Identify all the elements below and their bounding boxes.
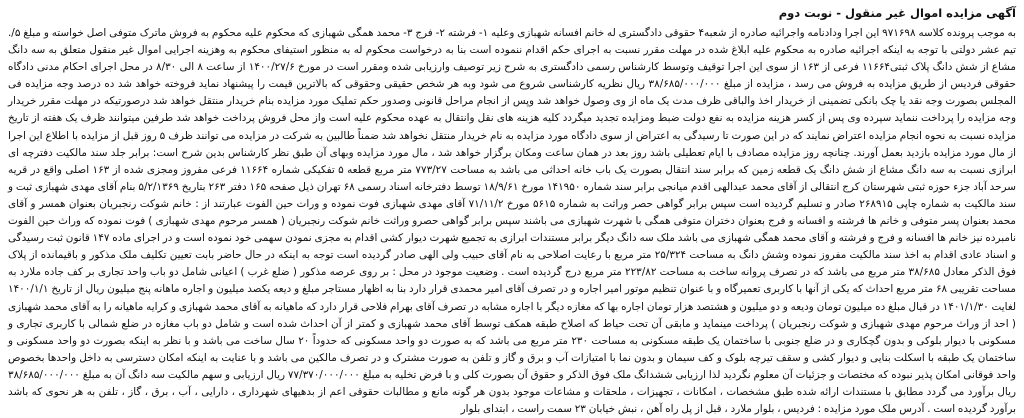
notice-body: به موجب پرونده کلاسه ۹۷۱۶۹۸ این اجرا ودادنامه واجرائیه صادره از شعبه۴ حقوقی دادگستری له خانم افسانه شهبازی وعلیه ۱- فرشته ۲- فرج ۳- محمد همگی شهبازی که محکوم علیه محکوم به فروش ماترک متوفی اصل خواسته و مبلغ ۵/. تیم عشر دولتی با توجه به اینکه اجرائیه صادره به محکوم علیه ابلاغ شده در مهلت مقرر نسبت به اجرای حکم اقدام ننموده است بنا به درخواست محکوم له به منظور استیفای محکوم به وهزینه اجرایی اموال غیر منقول متعلق به سه دانگ مشاع از شش دانگ پلاک ثبتی۱۱۶۶۴ فرعی از ۱۶۳ از سوی این اجرا توقیف وتوسط کارشناس رسمی دادگستری به شرح زیر توصیف وارزیابی شده ومقرر است در مورخ ۱۴۰۰/۲۷/۶ از ساعت ۸ الی ۸/۳۰ در محل اجرای احکام مدنی دادگاه حقوقی فردیس از طریق مزایده به فروش می رسد ، مزایده از مبلغ ۳۸/۶۸۵/۰۰۰/۰۰۰ ریال نظریه کارشناسی شروع می شود وبه هر شخص حقیقی وحقوقی که بالاترین قیمت را پیشنهاد نماید فروخته خواهد شد ده درصد وجه مزایده فی المجلس بصورت وجه نقد یا چک بانکی تضمینی از خریدار اخذ والباقی ظرف مدت یک ماه از وی وصول خواهد شد وپس از انجام مراحل قانونی وصدور حکم تملیک مورد مزایده بنام خریدار منتقل خواهد شد درصورتیکه در مهلت مقرر خریدار وجه مزایده را پرداخت ننماید سپرده وی پس از کسر هزینه مزایده به نفع دولت ضبط ومزایده تجدید میگردد کلیه هزینه های نقل وانتقال به عهده محکوم علیه است واز محل فروش پرداخت خواهد شد طرفین میتوانند ظرف یک هفته از تاریخ مزایده نسبت به نحوه انجام مزایده اعتراض نمایند که در این صورت تا رسیدگی به اعتراض از سوی دادگاه مورد مزایده به نام خریدار منتقل نخواهد شد ضمناً طالبین به شرکت در مزایده می توانند ظرف ۵ روز قبل از مزایده با اطلاع این اجرا از مال مورد مزایده بازدید بعمل آورند. چنانچه روز مزایده مصادف با ایام تعطیلی باشد روز بعد در همان ساعت ومکان برگزار خواهد شد ، مال مورد مزایده وبهای آن طبق نظر کارشناس بدین شرح است: برابر جلد سند مالکیت دفترچه ای ابرازی نسبت به سه دانگ مشاع از شش دانگ یک قطعه زمین که برابر سند انتقال بصورت یک باب خانه احداثی می باشد به مساحت ۷۷۳/۲۷ متر مربع قطعه ۵ تفکیکی شماره ۱۱۶۶۴ فرعی مفروز ومجزی شده از ۱۶۳ اصلی واقع در قریه سرحد آباد جزء حوزه ثبتی شهرستان کرج انتقالی از آقای محمد عبدالهی اقدم میانجی برابر سند شماره ۱۴۱۹۵۰ مورخ ۱۸/۹/۶۱ توسط دفترخانه اسناد رسمی ۶۸ تهران ذیل صفحه ۱۶۵ دفتر ۲۶۳ بتاریخ ۵/۲/۱۳۶۹ بنام آقای مهدی شهبازی ثبت و سند مالکیت به شماره چاپی ۲۶۸۹۱۵ صادر و تسلیم گردیده است سپس برابر گواهی حصر وراثت به شماره ۵۶۱۵ مورخ ۷۱/۱۱/۲ آقای مهدی شهبازی فوت نموده و ورات حین الفوت عبارتند از : خانم شوکت رنجبریان بعنوان همسر و آقای محمد بعنوان پسر متوفی و خانم ها فرشته و افسانه و فرج بعنوان دختران متوفی همگی با شهرت شهبازی می باشند سپس برابر گواهی حصرو وراثت خانم شوکت رنجبریان ( همسر مرحوم مهدی شهبازی ) فوت نموده که وراث حین الفوت نامبرده نیز خانم ها افسانه و فرج و فرشته و آقای محمد همگی شهبازی می باشد ملک سه دانگ دیگر برابر مستندات ابرازی به تجمیع شهرت دیوار کشی اقدام به مجزی نمودن سهمی خود نموده است و در اجرای ماده ۱۴۷ قانون ثبت رسیدگی و اسناد عادی اقدام به اخذ سند مالکیت مفروز نموده وشش دانگ به مساحت ۲۵/۳۲۴ متر مربع با رعایت اصلاحی به نام آقای حبیب ولی الهی صادر گردیده است توجه به اینکه در حال حاضر بابت تعیین تکلیف ملک مذکور و باقیمانده از پلاک فوق الذکر معادل ۳۸/۶۸۵ متر مربع می باشد که در تصرف پروانه ساخت به مساحت ۲۲۳/۸۲ متر مربع درج گردیده است . وضعیت موجود در محل : بر روی عرصه مذکور ( ضلع غرب ) اعیانی شامل دو باب واحد تجاری بر کف جاده ملارد به مساحت تقریبی ۶۸ متر مربع احداث که یکی از آنها با کاربری تعمیرگاه و با عنوان تنظیم موتور امیر اجاره و در تصرف آقای امیر محمدی قرار دارد بنا به اظهار مستاجر مبلغ و دیعه یکصد میلیون و اجاره ماهانه پنج میلیون ریال از تاریخ ۱۴۰۰/۱/۱ لغایت ۱۴۰۱/۱/۳۰ در قبال مبلغ ده میلیون تومان ودیعه و دو میلیون و هشتصد هزار تومان اجاره بها که مغازه دیگر با اجاره مشابه در تصرف آقای بهرام فلاحی قرار دارد که ماهیانه به آقای محمد شهبازی و کرایه ماهیانه را به آقای محمد شهبازی ( احد از وراث مرحوم مهدی شهبازی و شوکت رنجبریان ) پرداخت مینماید و مابقی آن تحت حیاط که اصلاح طبقه همکف توسط آقای محمد شهبازی و کمتر از آن احداث شده است و شامل دو باب مغازه در ضلع شمالی با کاربری تجاری و مسکونی با دیوار بلوکی و بدون گچکاری و در ضلع جنوبی با ساختمان یک طبقه مسکونی به مساحت ۲۳۰ متر مربع می باشد که به صورت دو واحد مسکونی که حدوداً ۲۰ سال ساخت می باشد و با نظر به اینکه بصورت دو واحد مسکونی و ساختمان یک طبقه با اسکلت بنایی و دیوار کشی و سقف تیرچه بلوک و کف سیمان و بدون نما با امتیازات آب و برق و گاز و تلفن به صورت مشترک و در تصرف مالکین می باشد و با عنایت به اینکه امکان دسترسی به داخل واحدها بخصوص واحد فوقانی امکان پذیر نبوده که مختصات و جزئیات آن معلوم نگردید لذا ارزیابی ششدانگ ملک فوق الذکر و حقوق آن بصورت کلی و با فرض تخلیه به مبلغ ۷۷/۳۷۰/۰۰۰/۰۰۰ ریال ارزیابی و سهم مالکیت سه دانگ آن به مبلغ ۳۸/۶۸۵/۰۰۰/۰۰۰ ریال برآورد می گردد مطابق با مستندات ارائه شده طبق مشخصات ، امکانات ، تجهیزات ، ملحقات و مشاعات موجود بدون هر گونه مانع و مطالبات حقوقی اعم از بدهیهای شهرداری ، دارایی ، آب ، برق ، گاز ، تلفن به هر نحوی که باشد برآورد گردیده است . آدرس ملک مورد مزایده : فردیس ، بلوار ملارد ، قبل از پل راه آهن ، نبش خیابان ۲۳ سمت راست ، ابتدای بلوار (8, 27, 1017, 416)
notice-title: آگهی مزایده اموال غیر منقول - نوبت دوم (778, 6, 1016, 20)
